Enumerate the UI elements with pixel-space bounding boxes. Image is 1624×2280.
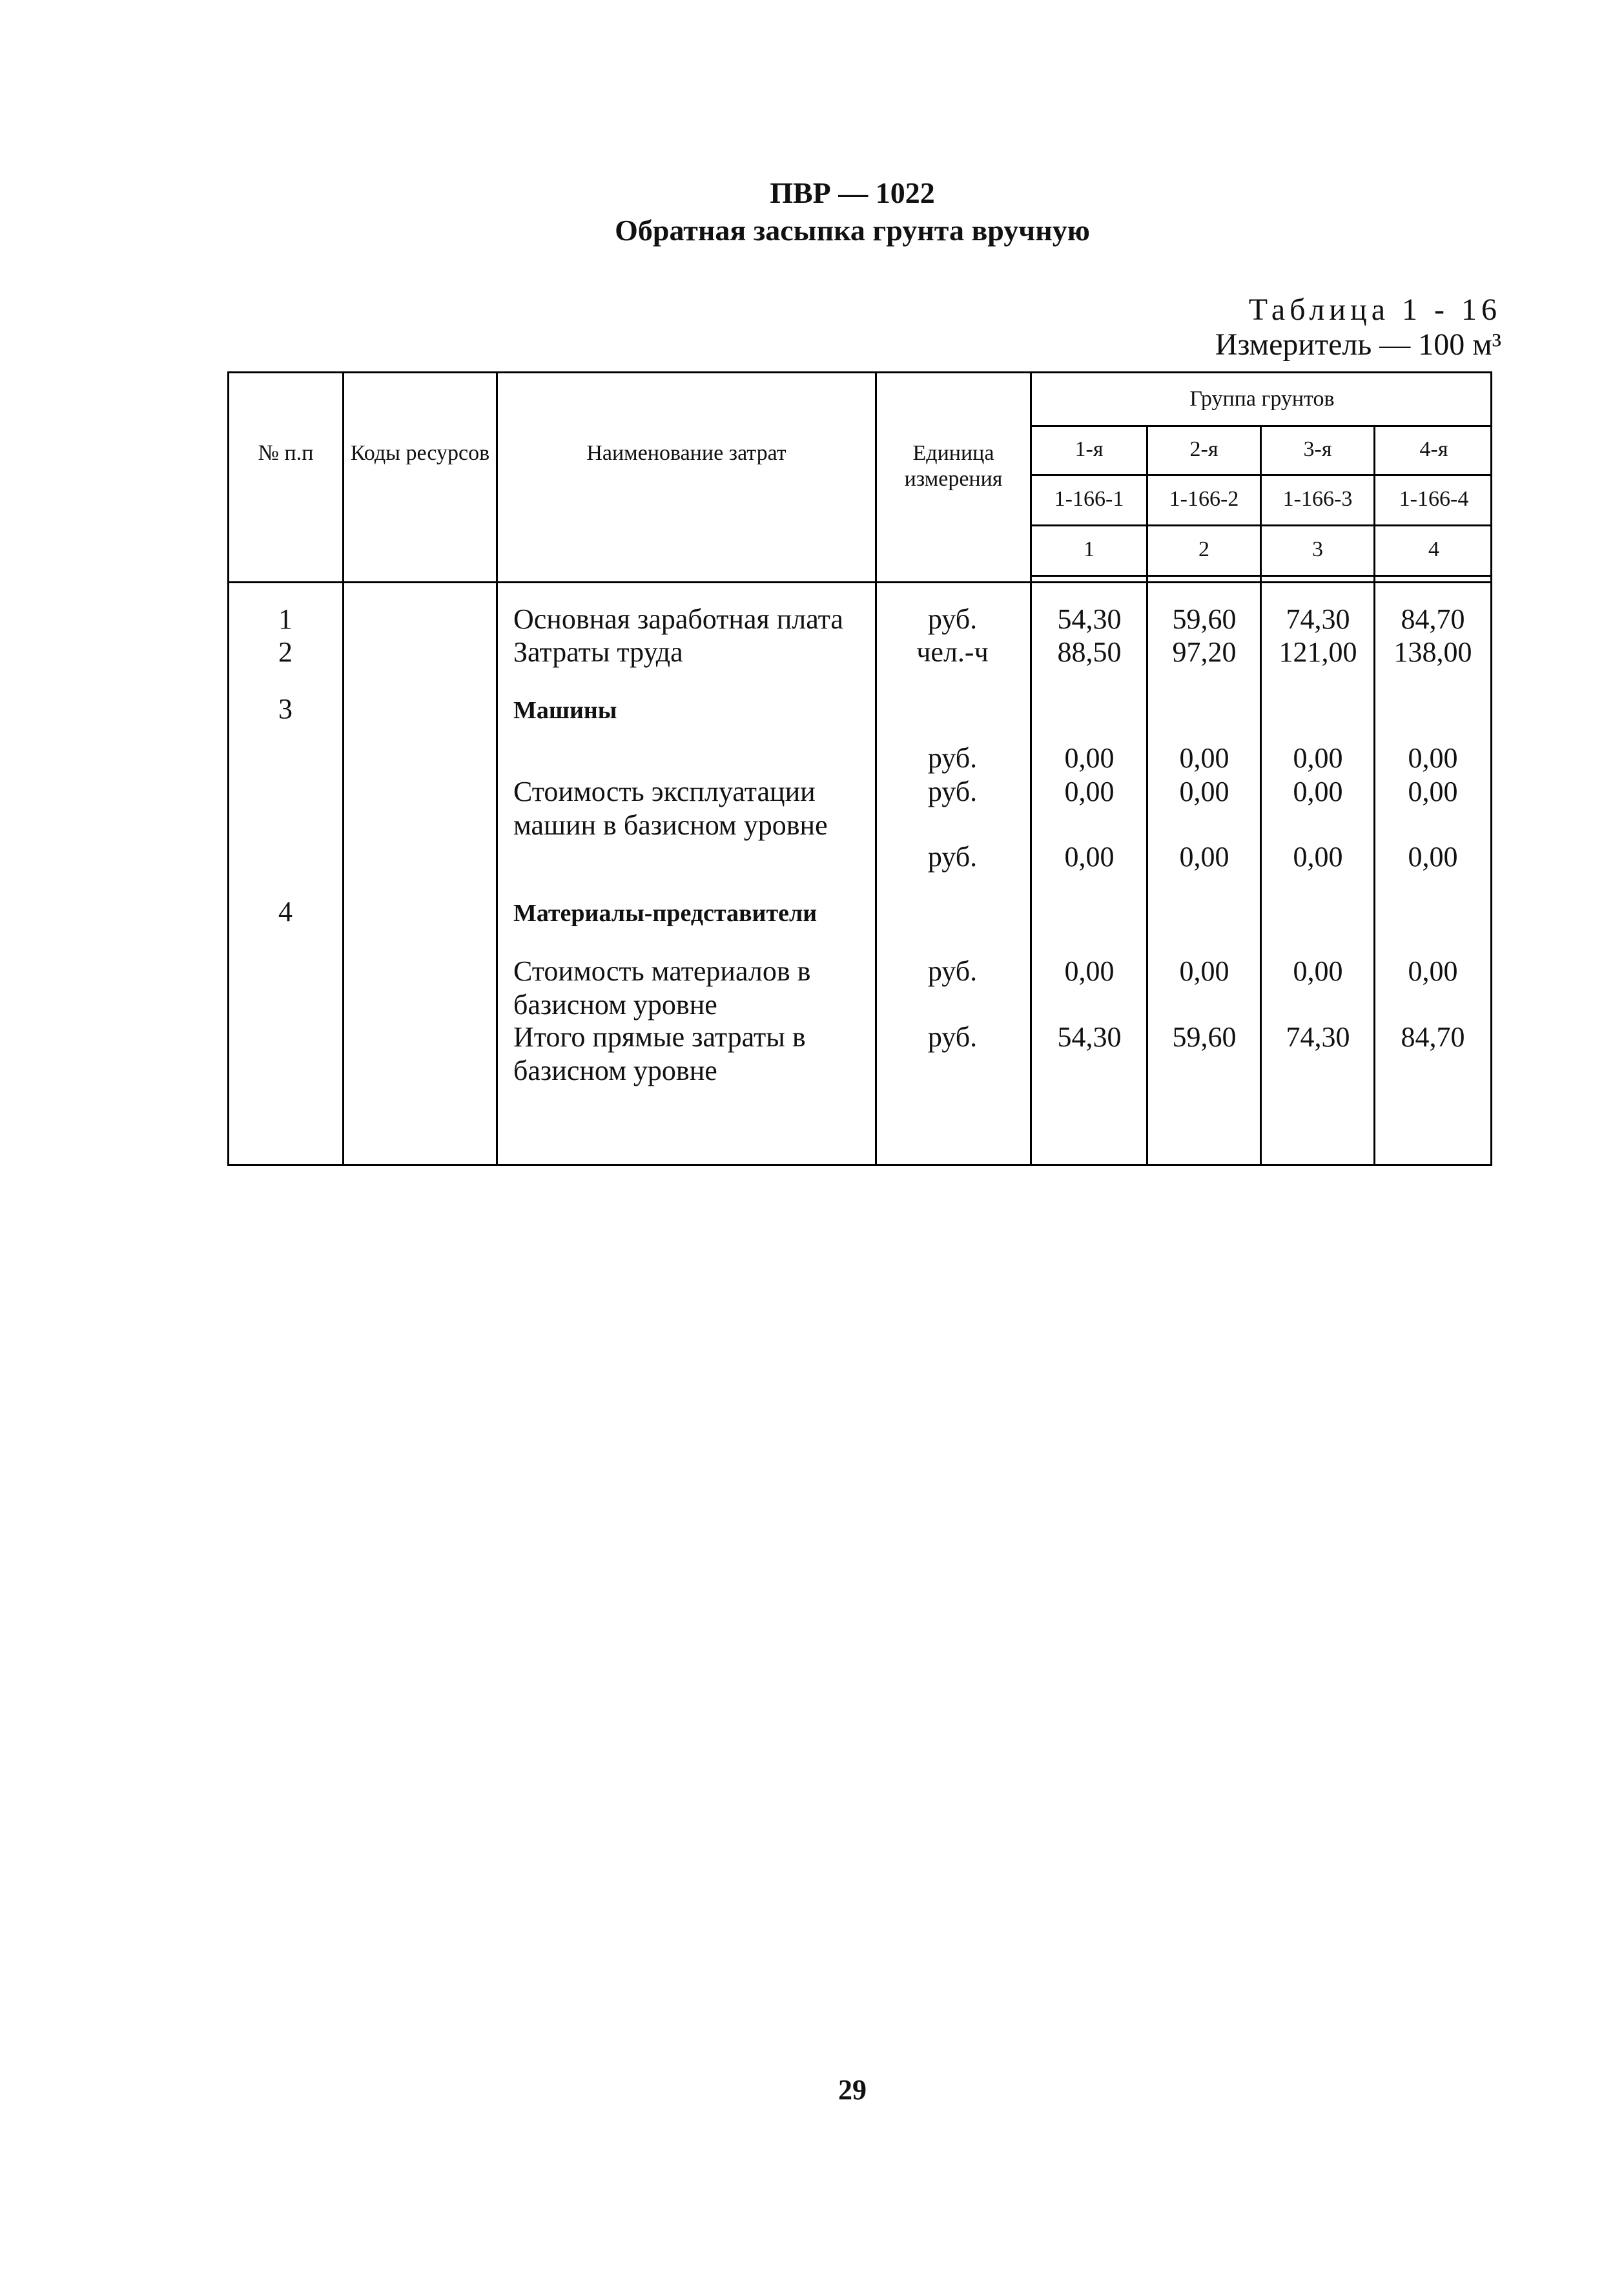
column-index: 4 <box>1428 537 1439 561</box>
row-number: 3 <box>278 693 293 725</box>
header-unit: Единица измерения <box>904 441 1003 491</box>
unit: руб. <box>927 603 978 635</box>
cost-name: Основная заработная плата <box>513 603 843 635</box>
value-cell: 97,20 <box>1172 636 1237 668</box>
value-cell: 0,00 <box>1293 742 1343 774</box>
table-label: Таблица 1 - 16 <box>1248 293 1501 327</box>
row-number: 2 <box>278 636 293 668</box>
value-cell: 88,50 <box>1057 636 1122 668</box>
value-cell: 0,00 <box>1408 955 1458 987</box>
group-label: 4-я <box>1419 437 1448 461</box>
value-cell: 54,30 <box>1057 603 1122 635</box>
value-cell: 121,00 <box>1279 636 1357 668</box>
unit: руб. <box>927 1021 978 1053</box>
value-cell: 138,00 <box>1393 636 1472 668</box>
value-cell: 0,00 <box>1293 776 1343 807</box>
value-cell: 0,00 <box>1408 776 1458 807</box>
value-cell: 0,00 <box>1064 776 1115 807</box>
group-label: 1-я <box>1074 437 1104 461</box>
value-cell: 0,00 <box>1408 841 1458 873</box>
value-cell: 54,30 <box>1057 1021 1122 1053</box>
row-number: 1 <box>278 603 293 635</box>
document-title: ПВР — 1022 <box>770 176 935 209</box>
value-cell: 0,00 <box>1179 841 1229 873</box>
column-index: 2 <box>1198 537 1209 561</box>
unit: руб. <box>927 776 978 807</box>
value-cell: 0,00 <box>1179 955 1229 987</box>
value-cell: 0,00 <box>1064 742 1115 774</box>
value-cell: 0,00 <box>1293 955 1343 987</box>
cost-name: Затраты труда <box>513 636 683 668</box>
group-code: 1-166-3 <box>1282 487 1353 511</box>
header-codes: Коды ресурсов <box>350 441 490 465</box>
value-cell: 0,00 <box>1179 776 1229 807</box>
value-cell: 0,00 <box>1064 955 1115 987</box>
unit: руб. <box>927 955 978 987</box>
value-cell: 0,00 <box>1408 742 1458 774</box>
group-label: 2-я <box>1189 437 1218 461</box>
measure-unit: Измеритель — 100 м³ <box>1215 327 1501 362</box>
group-code: 1-166-2 <box>1169 487 1239 511</box>
cost-name: Итого прямые затраты в базисном уровне <box>513 1021 806 1086</box>
value-cell: 59,60 <box>1172 1021 1237 1053</box>
unit: чел.-ч <box>916 636 989 668</box>
group-label: 3-я <box>1303 437 1332 461</box>
header-num: № п.п <box>258 441 314 465</box>
column-index: 3 <box>1312 537 1323 561</box>
header-name: Наименование затрат <box>586 441 786 465</box>
resource-table <box>227 371 1492 1166</box>
value-cell: 84,70 <box>1401 603 1465 635</box>
column-index: 1 <box>1084 537 1095 561</box>
row-number: 4 <box>278 896 293 928</box>
cost-name: Стоимость эксплуатации машин в базисном уровне <box>513 776 828 841</box>
document-subtitle: Обратная засыпка грунта вручную <box>615 214 1090 247</box>
header-group: Группа грунтов <box>1189 387 1335 411</box>
cost-name: Стоимость материалов в базисном уровне <box>513 955 811 1021</box>
value-cell: 0,00 <box>1293 841 1343 873</box>
value-cell: 84,70 <box>1401 1021 1465 1053</box>
value-cell: 74,30 <box>1286 603 1350 635</box>
unit: руб. <box>927 742 978 774</box>
value-cell: 0,00 <box>1179 742 1229 774</box>
section-heading: Материалы-представители <box>513 900 817 927</box>
value-cell: 59,60 <box>1172 603 1237 635</box>
section-heading: Машины <box>513 697 617 724</box>
group-code: 1-166-1 <box>1054 487 1124 511</box>
value-cell: 0,00 <box>1064 841 1115 873</box>
value-cell: 74,30 <box>1286 1021 1350 1053</box>
group-code: 1-166-4 <box>1399 487 1469 511</box>
page-number: 29 <box>838 2074 867 2106</box>
unit: руб. <box>927 841 978 873</box>
